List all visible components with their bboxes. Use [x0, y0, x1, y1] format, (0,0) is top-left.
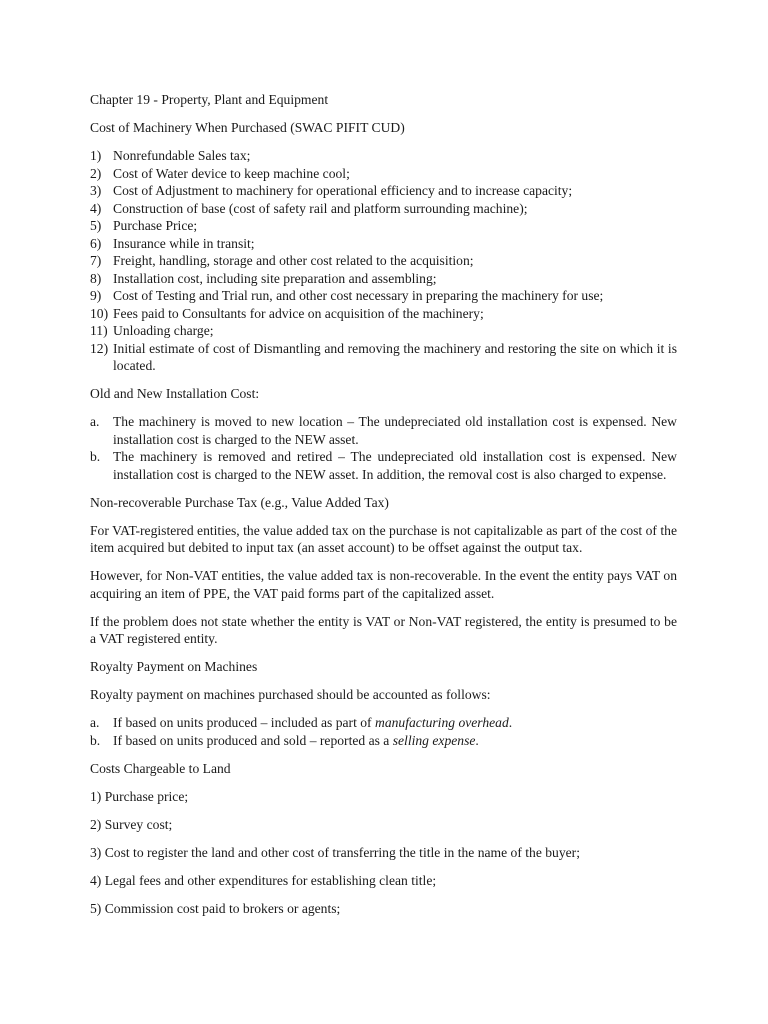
list-item-text: The machinery is removed and retired – The undepreciated old installation cost is expensed. New installation cost is charged to the NEW asset. In addition, the removal cost is also charged to expense.: [113, 449, 677, 482]
installation-cost-heading: Old and New Installation Cost:: [90, 386, 260, 401]
land-cost-item: 4) Legal fees and other expenditures for establishing clean title;: [90, 872, 437, 888]
list-item: [90, 182, 677, 200]
land-cost-item: 3) Cost to register the land and other cost of transferring the title in the name of the buyer;: [90, 844, 580, 860]
vat-heading: Non-recoverable Purchase Tax (e.g., Value Added Tax): [90, 494, 389, 510]
machinery-cost-heading: Cost of Machinery When Purchased (SWAC PIFIT CUD): [90, 120, 405, 135]
list-marker: 11): [90, 323, 108, 338]
list-marker: 4): [90, 200, 102, 216]
list-item: [90, 217, 677, 235]
list-item-text: Initial estimate of cost of Dismantling and removing the machinery and restoring the site on which it is located.: [113, 340, 677, 373]
list-item: [90, 200, 677, 218]
list-item: [90, 287, 677, 305]
list-item-text: Insurance while in transit;: [113, 235, 255, 251]
land-cost-item: 1) Purchase price;: [90, 788, 189, 804]
list-item: [90, 270, 677, 288]
list-marker: 5): [90, 218, 102, 233]
list-marker: b.: [90, 449, 101, 464]
list-marker: 3): [90, 183, 102, 198]
list-item: [90, 305, 677, 323]
list-item-text: Installation cost, including site preparation and assembling;: [113, 270, 437, 286]
list-item-text: Unloading charge;: [113, 323, 214, 338]
list-item-text: Fees paid to Consultants for advice on acquisition of the machinery;: [113, 305, 484, 321]
list-item: [90, 714, 677, 732]
list-item: [90, 340, 677, 375]
list-item-text: If based on units produced and sold – reported as a: [113, 732, 393, 748]
emphasis-text: selling expense: [392, 732, 476, 748]
installation-cost-list: [90, 413, 677, 483]
list-item-suffix: .: [508, 715, 513, 730]
royalty-heading: Royalty Payment on Machines: [90, 659, 258, 674]
list-marker: a.: [90, 414, 100, 429]
list-marker: 9): [90, 288, 102, 303]
vat-paragraph: However, for Non-VAT entities, the value added tax is non-recoverable. In the event the entity pays VAT on acquiring an item of PPE, the VAT paid forms part of the capitalized asset.: [90, 568, 677, 601]
emphasis-text: manufacturing overhead: [375, 715, 509, 730]
list-item: [90, 413, 677, 448]
vat-paragraph: For VAT-registered entities, the value added tax on the purchase is not capitalizable as part of the cost of the item acquired but debited to input tax (an asset account) to be offset against the output tax.: [90, 522, 677, 555]
land-cost-item: 5) Commission cost paid to brokers or agents;: [90, 900, 341, 916]
list-marker: 6): [90, 235, 102, 251]
list-marker: 2): [90, 165, 102, 181]
list-marker: 7): [90, 253, 102, 268]
land-cost-heading: Costs Chargeable to Land: [90, 760, 231, 776]
list-item-text: Cost of Adjustment to machinery for operational efficiency and to increase capacity;: [113, 183, 573, 198]
land-cost-item: 2) Survey cost;: [90, 816, 173, 832]
list-marker: 1): [90, 148, 102, 163]
list-item-suffix: .: [475, 732, 479, 748]
royalty-list: [90, 714, 677, 749]
list-item: [90, 448, 677, 483]
list-item: [90, 147, 677, 165]
royalty-intro: Royalty payment on machines purchased should be accounted as follows:: [90, 687, 491, 702]
list-item-text: Purchase Price;: [113, 218, 198, 233]
list-item-text: Cost of Water device to keep machine cool;: [113, 165, 350, 181]
list-marker: 12): [90, 340, 109, 356]
list-marker: a.: [90, 715, 100, 730]
list-item: [90, 165, 677, 183]
list-item-text: Nonrefundable Sales tax;: [113, 148, 251, 163]
list-item-text: The machinery is moved to new location – The undepreciated old installation cost is expensed. New installation cost is charged to the NEW asset.: [113, 414, 677, 447]
document-page: [90, 91, 677, 928]
list-item-text: If based on units produced – included as part of: [113, 715, 375, 730]
list-item-text: Freight, handling, storage and other cost related to the acquisition;: [113, 253, 474, 268]
machinery-cost-list: [90, 147, 677, 375]
list-item: [90, 322, 677, 340]
list-item: [90, 252, 677, 270]
list-item: [90, 732, 677, 750]
list-item: [90, 235, 677, 253]
list-marker: b.: [90, 732, 101, 748]
chapter-title: Chapter 19 - Property, Plant and Equipment: [90, 92, 329, 107]
vat-paragraph: If the problem does not state whether the entity is VAT or Non-VAT registered, the entity is presumed to be a VAT registered entity.: [90, 613, 677, 646]
list-marker: 10): [90, 305, 109, 321]
list-item-text: Construction of base (cost of safety rail and platform surrounding machine);: [113, 200, 528, 216]
list-item-text: Cost of Testing and Trial run, and other cost necessary in preparing the machinery for use;: [113, 288, 604, 303]
list-marker: 8): [90, 270, 102, 286]
